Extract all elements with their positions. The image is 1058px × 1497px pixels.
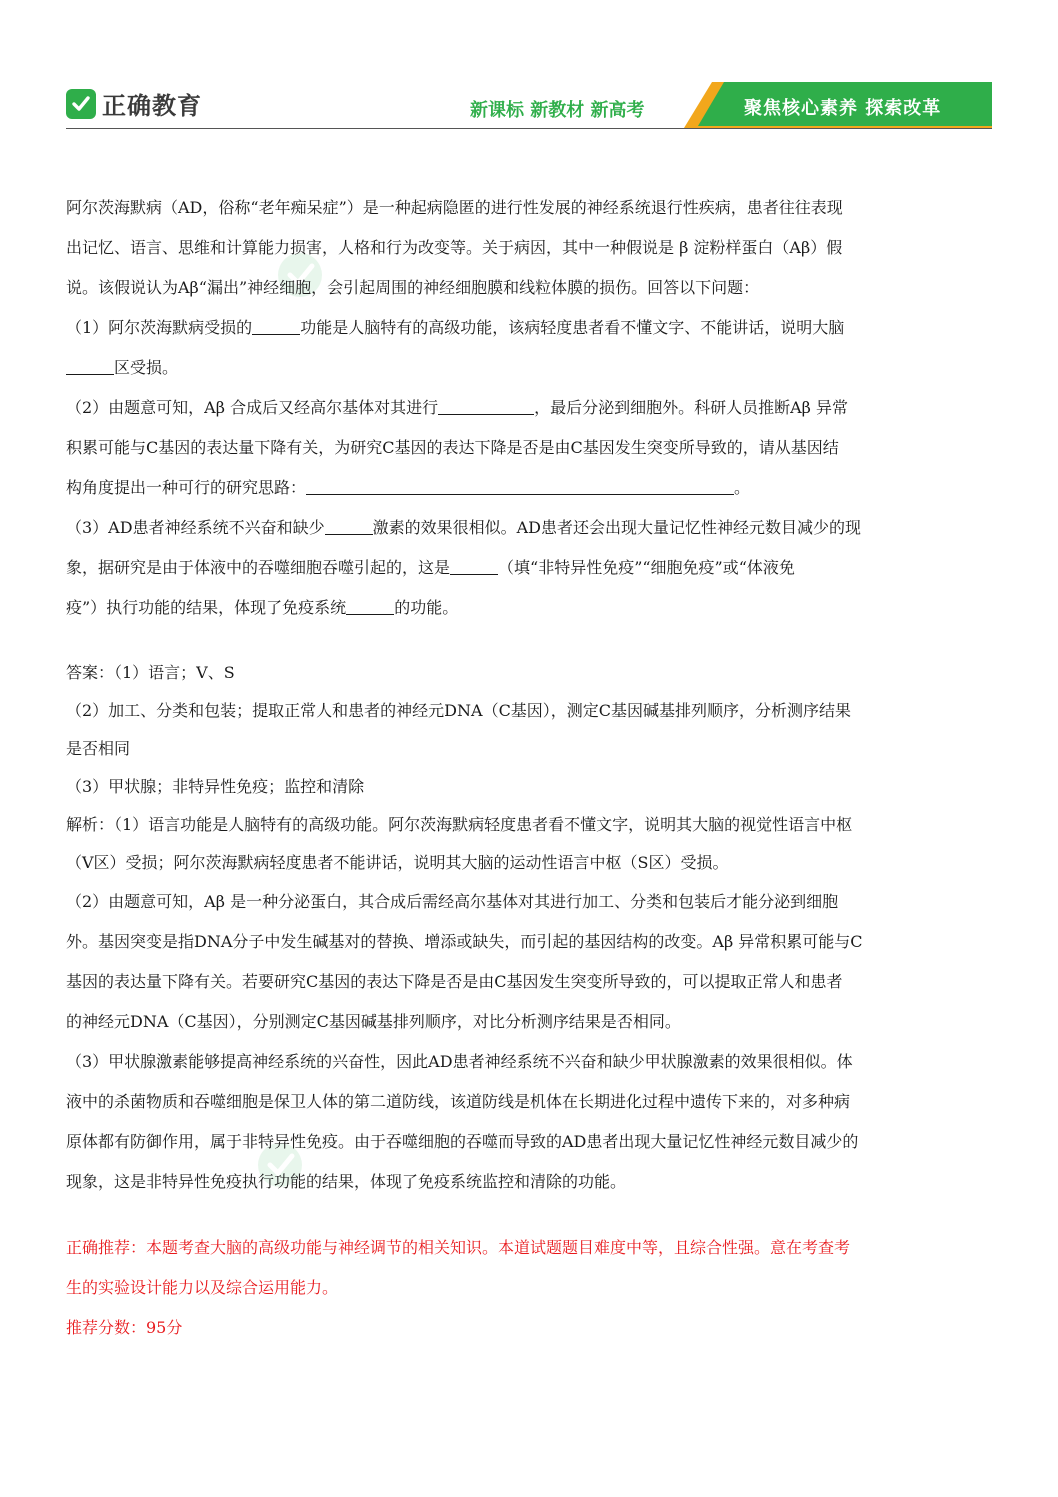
recommendation-line: 正确推荐：本题考查大脑的高级功能与神经调节的相关知识。本道试题题目难度中等，且综合性强。意在考查考 — [66, 1238, 851, 1257]
analysis-line: 液中的杀菌物质和吞噬细胞是保卫人体的第二道防线，该道防线是机体在长期进化过程中遗传下来的，对多种病 — [66, 1092, 851, 1111]
question-1-cont: 区受损。 — [66, 348, 992, 388]
recommendation-line: 生的实验设计能力以及综合运用能力。 — [66, 1278, 339, 1297]
analysis-line: 的神经元DNA（C基因），分别测定C基因碱基排列顺序，对比分析测序结果是否相同。 — [66, 1012, 681, 1031]
answer-blank — [325, 516, 373, 535]
question-stem-line: 出记忆、语言、思维和计算能力损害，人格和行为改变等。关于病因，其中一种假说是 β 淀粉样蛋白（Aβ）假 — [66, 238, 843, 257]
header-divider — [66, 128, 992, 129]
analysis-line: 现象，这是非特异性免疫执行功能的结果，体现了免疫系统监控和清除的功能。 — [66, 1172, 627, 1191]
answer-line: （3）甲状腺；非特异性免疫；监控和清除 — [66, 777, 365, 796]
analysis-line: （3）甲状腺激素能够提高神经系统的兴奋性，因此AD患者神经系统不兴奋和缺少甲状腺激素的效果很相似。体 — [66, 1052, 853, 1071]
document-body — [66, 188, 992, 1348]
brand-logo — [66, 86, 202, 121]
question-stem-line: 阿尔茨海默病（AD，俗称“老年痴呆症”）是一种起病隐匿的进行性发展的神经系统退行性疾病，患者往往表现 — [66, 198, 843, 217]
question-1: （1）阿尔茨海默病受损的 功能是人脑特有的高级功能，该病轻度患者看不懂文字、不能讲话，说明大脑 — [66, 318, 845, 337]
analysis-line: （V区）受损；阿尔茨海默病轻度患者不能讲话，说明其大脑的运动性语言中枢（S区）受损。 — [66, 853, 729, 872]
recommended-score: 推荐分数：95分 — [66, 1318, 183, 1337]
answer-blank — [66, 356, 114, 375]
question-stem-line: 说。该假说认为Aβ“漏出”神经细胞，会引起周围的神经细胞膜和线粒体膜的损伤。回答以下问题： — [66, 278, 760, 297]
answer-line: 是否相同 — [66, 739, 131, 758]
analysis-line: （2）由题意可知，Aβ 是一种分泌蛋白，其合成后需经高尔基体对其进行加工、分类和包装后才能分泌到细胞 — [66, 892, 839, 911]
question-2-cont: 构角度提出一种可行的研究思路： 。 — [66, 478, 751, 497]
analysis-line: 解析：（1）语言功能是人脑特有的高级功能。阿尔茨海默病轻度患者看不懂文字，说明其大脑的视觉性语言中枢 — [66, 815, 853, 834]
slogan-focus: 聚焦核心素养 探索改革 — [744, 98, 942, 119]
checkmark-icon — [66, 89, 96, 119]
question-3-cont: 疫”）执行功能的结果，体现了免疫系统 的功能。 — [66, 598, 459, 617]
page-header — [0, 0, 1058, 135]
answer-blank — [252, 316, 300, 335]
answer-blank — [346, 596, 394, 615]
brand-name: 正确教育 — [102, 92, 202, 120]
question-2-cont: 积累可能与C基因的表达量下降有关，为研究C基因的表达下降是否是由C基因发生突变所导致的，请从基因结 — [66, 438, 839, 457]
question-3: （3）AD患者神经系统不兴奋和缺少 激素的效果很相似。AD患者还会出现大量记忆性神经元数目减少的现 — [66, 518, 861, 537]
question-2: （2）由题意可知，Aβ 合成后又经高尔基体对其进行 ，最后分泌到细胞外。科研人员推断Aβ 异常 — [66, 398, 848, 417]
analysis-line: 原体都有防御作用，属于非特异性免疫。由于吞噬细胞的吞噬而导致的AD患者出现大量记忆性神经元数目减少的 — [66, 1132, 859, 1151]
analysis-line: 外。基因突变是指DNA分子中发生碱基对的替换、增添或缺失，而引起的基因结构的改变。Aβ 异常积累可能与C — [66, 932, 863, 951]
answer-blank — [438, 396, 534, 415]
question-3-cont: 象，据研究是由于体液中的吞噬细胞吞噬引起的，这是 （填“非特异性免疫”“细胞免疫”或“体液免 — [66, 558, 795, 577]
answer-line: 答案：（1）语言；V、S — [66, 663, 235, 682]
answer-blank — [306, 476, 734, 495]
analysis-line: 基因的表达量下降有关。若要研究C基因的表达下降是否是由C基因发生突变所导致的，可以提取正常人和患者 — [66, 972, 843, 991]
answer-blank — [450, 556, 498, 575]
answer-line: （2）加工、分类和包装；提取正常人和患者的神经元DNA（C基因），测定C基因碱基排列顺序，分析测序结果 — [66, 701, 852, 720]
slogan-curriculum: 新课标 新教材 新高考 — [470, 100, 645, 121]
